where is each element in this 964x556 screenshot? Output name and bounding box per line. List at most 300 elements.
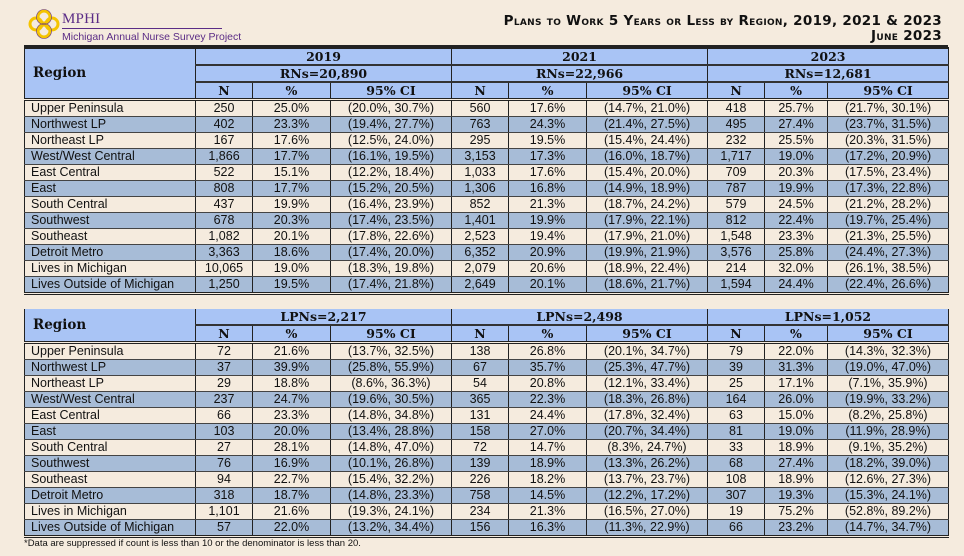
table-row	[25, 376, 949, 392]
n-2023-cell: 232	[708, 133, 765, 149]
pct-2023-cell: 22.0%	[765, 343, 828, 360]
region-cell: Detroit Metro	[25, 488, 196, 504]
ci-2023-cell: (26.1%, 38.5%)	[828, 261, 949, 277]
pct-2021-cell: 27.0%	[509, 424, 587, 440]
pct-2021-cell: 16.3%	[509, 520, 587, 537]
pct-2023-cell: 18.9%	[765, 472, 828, 488]
region-cell: Southeast	[25, 472, 196, 488]
n-2019-cell: 237	[196, 392, 253, 408]
lpn-total-row	[25, 309, 949, 325]
n-2021-cell: 2,523	[452, 229, 509, 245]
region-cell: Southeast	[25, 229, 196, 245]
n-2023-cell: 495	[708, 117, 765, 133]
ci-2023-cell: (17.3%, 22.8%)	[828, 181, 949, 197]
pct-2021-cell: 24.4%	[509, 408, 587, 424]
n-2019-cell: 27	[196, 440, 253, 456]
n-2023-cell: 81	[708, 424, 765, 440]
region-cell: South Central	[25, 197, 196, 213]
col-ci: 95% CI	[331, 325, 452, 343]
n-2023-cell: 108	[708, 472, 765, 488]
table-row	[25, 408, 949, 424]
ci-2023-cell: (18.2%, 39.0%)	[828, 456, 949, 472]
ci-2019-cell: (25.8%, 55.9%)	[331, 360, 452, 376]
n-2023-cell: 68	[708, 456, 765, 472]
n-2023-cell: 33	[708, 440, 765, 456]
pct-2019-cell: 18.6%	[253, 245, 331, 261]
ci-2019-cell: (14.8%, 23.3%)	[331, 488, 452, 504]
pct-2019-cell: 17.7%	[253, 181, 331, 197]
ci-2019-cell: (12.5%, 24.0%)	[331, 133, 452, 149]
col-pct: %	[509, 325, 587, 343]
celtic-knot-icon	[28, 9, 60, 39]
ci-2021-cell: (19.9%, 21.9%)	[587, 245, 708, 261]
n-2019-cell: 167	[196, 133, 253, 149]
n-2019-cell: 103	[196, 424, 253, 440]
ci-2021-cell: (13.3%, 26.2%)	[587, 456, 708, 472]
ci-2019-cell: (17.4%, 21.8%)	[331, 277, 452, 294]
table-row	[25, 100, 949, 117]
n-2023-cell: 164	[708, 392, 765, 408]
table-row	[25, 343, 949, 360]
region-header: Region	[25, 309, 196, 343]
pct-2019-cell: 17.7%	[253, 149, 331, 165]
pct-2023-cell: 24.4%	[765, 277, 828, 294]
n-2019-cell: 402	[196, 117, 253, 133]
region-cell: Upper Peninsula	[25, 343, 196, 360]
pct-2021-cell: 14.5%	[509, 488, 587, 504]
pct-2019-cell: 28.1%	[253, 440, 331, 456]
pct-2023-cell: 19.0%	[765, 424, 828, 440]
year-2023-header: 2023	[708, 48, 949, 65]
table-row	[25, 472, 949, 488]
logo-subtitle: Michigan Annual Nurse Survey Project	[62, 31, 242, 43]
n-2019-cell: 29	[196, 376, 253, 392]
table-row	[25, 504, 949, 520]
n-2021-cell: 234	[452, 504, 509, 520]
region-cell: Southwest	[25, 456, 196, 472]
pct-2021-cell: 19.9%	[509, 213, 587, 229]
ci-2021-cell: (8.3%, 24.7%)	[587, 440, 708, 456]
pct-2019-cell: 19.5%	[253, 277, 331, 294]
n-2021-cell: 6,352	[452, 245, 509, 261]
table-row	[25, 149, 949, 165]
year-2019-header: 2019	[196, 48, 452, 65]
ci-2023-cell: (21.2%, 28.2%)	[828, 197, 949, 213]
lpn-total-2023: LPNs=1,052	[708, 309, 949, 325]
pct-2019-cell: 39.9%	[253, 360, 331, 376]
n-2019-cell: 3,363	[196, 245, 253, 261]
pct-2023-cell: 24.5%	[765, 197, 828, 213]
col-ci: 95% CI	[331, 82, 452, 100]
rn-total-2023: RNs=12,681	[708, 65, 949, 82]
n-2021-cell: 156	[452, 520, 509, 537]
logo-name: MPHI	[62, 11, 101, 27]
n-2019-cell: 318	[196, 488, 253, 504]
n-2021-cell: 226	[452, 472, 509, 488]
col-n: N	[196, 82, 253, 100]
table-row	[25, 165, 949, 181]
n-2021-cell: 1,401	[452, 213, 509, 229]
ci-2019-cell: (17.8%, 22.6%)	[331, 229, 452, 245]
ci-2019-cell: (16.4%, 23.9%)	[331, 197, 452, 213]
region-header: Region	[25, 48, 196, 100]
ci-2021-cell: (12.1%, 33.4%)	[587, 376, 708, 392]
pct-2021-cell: 19.5%	[509, 133, 587, 149]
n-2023-cell: 3,576	[708, 245, 765, 261]
ci-2019-cell: (10.1%, 26.8%)	[331, 456, 452, 472]
pct-2019-cell: 24.7%	[253, 392, 331, 408]
n-2021-cell: 295	[452, 133, 509, 149]
table-row	[25, 488, 949, 504]
pct-2021-cell: 16.8%	[509, 181, 587, 197]
ci-2023-cell: (24.4%, 27.3%)	[828, 245, 949, 261]
ci-2023-cell: (11.9%, 28.9%)	[828, 424, 949, 440]
ci-2019-cell: (17.4%, 23.5%)	[331, 213, 452, 229]
n-2019-cell: 66	[196, 408, 253, 424]
pct-2021-cell: 18.2%	[509, 472, 587, 488]
pct-2023-cell: 26.0%	[765, 392, 828, 408]
region-cell: West/West Central	[25, 149, 196, 165]
n-2021-cell: 138	[452, 343, 509, 360]
n-2019-cell: 10,065	[196, 261, 253, 277]
n-2021-cell: 758	[452, 488, 509, 504]
table-row	[25, 392, 949, 408]
n-2021-cell: 1,033	[452, 165, 509, 181]
n-2023-cell: 25	[708, 376, 765, 392]
pct-2019-cell: 22.7%	[253, 472, 331, 488]
region-cell: East	[25, 181, 196, 197]
ci-2019-cell: (15.2%, 20.5%)	[331, 181, 452, 197]
ci-2023-cell: (21.7%, 30.1%)	[828, 100, 949, 117]
n-2023-cell: 1,717	[708, 149, 765, 165]
col-n: N	[196, 325, 253, 343]
ci-2023-cell: (23.7%, 31.5%)	[828, 117, 949, 133]
ci-2019-cell: (19.6%, 30.5%)	[331, 392, 452, 408]
pct-2019-cell: 20.3%	[253, 213, 331, 229]
pct-2023-cell: 22.4%	[765, 213, 828, 229]
col-n: N	[708, 82, 765, 100]
ci-2021-cell: (18.7%, 24.2%)	[587, 197, 708, 213]
n-2019-cell: 250	[196, 100, 253, 117]
n-2023-cell: 66	[708, 520, 765, 537]
n-2019-cell: 94	[196, 472, 253, 488]
ci-2021-cell: (18.9%, 22.4%)	[587, 261, 708, 277]
ci-2019-cell: (19.3%, 24.1%)	[331, 504, 452, 520]
region-cell: East	[25, 424, 196, 440]
region-cell: Lives Outside of Michigan	[25, 277, 196, 294]
pct-2021-cell: 20.9%	[509, 245, 587, 261]
ci-2021-cell: (15.4%, 24.4%)	[587, 133, 708, 149]
ci-2023-cell: (19.0%, 47.0%)	[828, 360, 949, 376]
pct-2019-cell: 20.1%	[253, 229, 331, 245]
pct-2021-cell: 20.6%	[509, 261, 587, 277]
pct-2021-cell: 21.3%	[509, 197, 587, 213]
n-2019-cell: 1,082	[196, 229, 253, 245]
ci-2021-cell: (21.4%, 27.5%)	[587, 117, 708, 133]
ci-2023-cell: (20.3%, 31.5%)	[828, 133, 949, 149]
region-cell: Detroit Metro	[25, 245, 196, 261]
pct-2019-cell: 19.0%	[253, 261, 331, 277]
ci-2023-cell: (19.9%, 33.2%)	[828, 392, 949, 408]
table-row	[25, 520, 949, 537]
pct-2021-cell: 14.7%	[509, 440, 587, 456]
region-cell: West/West Central	[25, 392, 196, 408]
n-2021-cell: 3,153	[452, 149, 509, 165]
pct-2023-cell: 19.3%	[765, 488, 828, 504]
logo-underline	[62, 28, 222, 29]
ci-2023-cell: (52.8%, 89.2%)	[828, 504, 949, 520]
ci-2021-cell: (14.9%, 18.9%)	[587, 181, 708, 197]
n-2023-cell: 63	[708, 408, 765, 424]
col-ci: 95% CI	[828, 325, 949, 343]
ci-2023-cell: (19.7%, 25.4%)	[828, 213, 949, 229]
pct-2023-cell: 75.2%	[765, 504, 828, 520]
table-row	[25, 424, 949, 440]
ci-2019-cell: (13.2%, 34.4%)	[331, 520, 452, 537]
n-2019-cell: 76	[196, 456, 253, 472]
ci-2023-cell: (7.1%, 35.9%)	[828, 376, 949, 392]
pct-2019-cell: 21.6%	[253, 343, 331, 360]
region-cell: Northeast LP	[25, 133, 196, 149]
n-2019-cell: 437	[196, 197, 253, 213]
ci-2021-cell: (11.3%, 22.9%)	[587, 520, 708, 537]
table-row	[25, 440, 949, 456]
ci-2021-cell: (12.2%, 17.2%)	[587, 488, 708, 504]
ci-2019-cell: (15.4%, 32.2%)	[331, 472, 452, 488]
region-cell: Northwest LP	[25, 360, 196, 376]
ci-2019-cell: (20.0%, 30.7%)	[331, 100, 452, 117]
n-2021-cell: 763	[452, 117, 509, 133]
region-cell: South Central	[25, 440, 196, 456]
ci-2019-cell: (19.4%, 27.7%)	[331, 117, 452, 133]
pct-2019-cell: 23.3%	[253, 117, 331, 133]
n-2021-cell: 365	[452, 392, 509, 408]
ci-2023-cell: (8.2%, 25.8%)	[828, 408, 949, 424]
ci-2021-cell: (20.1%, 34.7%)	[587, 343, 708, 360]
year-header-row	[25, 48, 949, 65]
region-cell: East Central	[25, 165, 196, 181]
col-n: N	[452, 325, 509, 343]
ci-2019-cell: (14.8%, 47.0%)	[331, 440, 452, 456]
pct-2023-cell: 25.5%	[765, 133, 828, 149]
year-2021-header: 2021	[452, 48, 708, 65]
ci-2023-cell: (17.2%, 20.9%)	[828, 149, 949, 165]
pct-2021-cell: 17.6%	[509, 100, 587, 117]
n-2021-cell: 139	[452, 456, 509, 472]
n-2021-cell: 2,649	[452, 277, 509, 294]
pct-2019-cell: 22.0%	[253, 520, 331, 537]
region-cell: Lives in Michigan	[25, 261, 196, 277]
col-pct: %	[253, 82, 331, 100]
pct-2019-cell: 25.0%	[253, 100, 331, 117]
ci-2023-cell: (22.4%, 26.6%)	[828, 277, 949, 294]
pct-2021-cell: 17.3%	[509, 149, 587, 165]
pct-2021-cell: 21.3%	[509, 504, 587, 520]
pct-2019-cell: 16.9%	[253, 456, 331, 472]
n-2023-cell: 307	[708, 488, 765, 504]
n-2023-cell: 787	[708, 181, 765, 197]
pct-2023-cell: 19.0%	[765, 149, 828, 165]
pct-2023-cell: 17.1%	[765, 376, 828, 392]
region-cell: East Central	[25, 408, 196, 424]
table-row	[25, 181, 949, 197]
col-ci: 95% CI	[587, 325, 708, 343]
region-cell: Lives Outside of Michigan	[25, 520, 196, 537]
n-2019-cell: 1,101	[196, 504, 253, 520]
ci-2021-cell: (14.7%, 21.0%)	[587, 100, 708, 117]
ci-2019-cell: (13.4%, 28.8%)	[331, 424, 452, 440]
pct-2023-cell: 20.3%	[765, 165, 828, 181]
pct-2023-cell: 27.4%	[765, 117, 828, 133]
pct-2019-cell: 18.8%	[253, 376, 331, 392]
table-row	[25, 277, 949, 294]
pct-2019-cell: 15.1%	[253, 165, 331, 181]
n-2023-cell: 214	[708, 261, 765, 277]
ci-2021-cell: (16.0%, 18.7%)	[587, 149, 708, 165]
n-2019-cell: 808	[196, 181, 253, 197]
ci-2021-cell: (16.5%, 27.0%)	[587, 504, 708, 520]
n-2023-cell: 579	[708, 197, 765, 213]
report-date: June 2023	[871, 28, 942, 44]
n-2019-cell: 522	[196, 165, 253, 181]
col-pct: %	[509, 82, 587, 100]
region-cell: Upper Peninsula	[25, 100, 196, 117]
rn-table	[24, 47, 949, 295]
n-2023-cell: 1,548	[708, 229, 765, 245]
ci-2021-cell: (20.7%, 34.4%)	[587, 424, 708, 440]
region-cell: Northeast LP	[25, 376, 196, 392]
ci-2023-cell: (12.6%, 27.3%)	[828, 472, 949, 488]
n-2021-cell: 54	[452, 376, 509, 392]
table-row	[25, 261, 949, 277]
ci-2023-cell: (14.7%, 34.7%)	[828, 520, 949, 537]
footnote: *Data are suppressed if count is less than 10 or the denominator is less than 20.	[24, 538, 361, 549]
pct-2021-cell: 17.6%	[509, 165, 587, 181]
pct-2021-cell: 20.1%	[509, 277, 587, 294]
table-row	[25, 360, 949, 376]
report-title-block	[504, 14, 942, 44]
n-2019-cell: 1,866	[196, 149, 253, 165]
ci-2023-cell: (15.3%, 24.1%)	[828, 488, 949, 504]
pct-2019-cell: 20.0%	[253, 424, 331, 440]
ci-2021-cell: (17.9%, 21.0%)	[587, 229, 708, 245]
n-2021-cell: 560	[452, 100, 509, 117]
ci-2021-cell: (13.7%, 23.7%)	[587, 472, 708, 488]
pct-2023-cell: 25.8%	[765, 245, 828, 261]
pct-2019-cell: 19.9%	[253, 197, 331, 213]
pct-2023-cell: 25.7%	[765, 100, 828, 117]
ci-2023-cell: (21.3%, 25.5%)	[828, 229, 949, 245]
pct-2021-cell: 19.4%	[509, 229, 587, 245]
pct-2021-cell: 22.3%	[509, 392, 587, 408]
n-2023-cell: 19	[708, 504, 765, 520]
region-cell: Northwest LP	[25, 117, 196, 133]
n-2021-cell: 158	[452, 424, 509, 440]
pct-2023-cell: 32.0%	[765, 261, 828, 277]
pct-2021-cell: 26.8%	[509, 343, 587, 360]
table-row	[25, 117, 949, 133]
pct-2019-cell: 23.3%	[253, 408, 331, 424]
n-2019-cell: 1,250	[196, 277, 253, 294]
n-2021-cell: 2,079	[452, 261, 509, 277]
pct-2023-cell: 23.3%	[765, 229, 828, 245]
ci-2019-cell: (18.3%, 19.8%)	[331, 261, 452, 277]
n-2023-cell: 1,594	[708, 277, 765, 294]
pct-2021-cell: 24.3%	[509, 117, 587, 133]
ci-2023-cell: (9.1%, 35.2%)	[828, 440, 949, 456]
ci-2021-cell: (17.8%, 32.4%)	[587, 408, 708, 424]
col-ci: 95% CI	[587, 82, 708, 100]
pct-2023-cell: 31.3%	[765, 360, 828, 376]
rn-total-2021: RNs=22,966	[452, 65, 708, 82]
n-2019-cell: 57	[196, 520, 253, 537]
ci-2019-cell: (12.2%, 18.4%)	[331, 165, 452, 181]
pct-2023-cell: 23.2%	[765, 520, 828, 537]
ci-2019-cell: (16.1%, 19.5%)	[331, 149, 452, 165]
pct-2021-cell: 20.8%	[509, 376, 587, 392]
ci-2021-cell: (18.3%, 26.8%)	[587, 392, 708, 408]
lpn-total-2019: LPNs=2,217	[196, 309, 452, 325]
pct-2021-cell: 35.7%	[509, 360, 587, 376]
lpn-table	[24, 309, 949, 538]
n-2021-cell: 852	[452, 197, 509, 213]
ci-2019-cell: (8.6%, 36.3%)	[331, 376, 452, 392]
ci-2023-cell: (14.3%, 32.3%)	[828, 343, 949, 360]
region-cell: Southwest	[25, 213, 196, 229]
n-2023-cell: 418	[708, 100, 765, 117]
col-n: N	[452, 82, 509, 100]
col-pct: %	[253, 325, 331, 343]
rn-total-2019: RNs=20,890	[196, 65, 452, 82]
n-2021-cell: 1,306	[452, 181, 509, 197]
pct-2023-cell: 15.0%	[765, 408, 828, 424]
n-2019-cell: 678	[196, 213, 253, 229]
n-2019-cell: 37	[196, 360, 253, 376]
n-2023-cell: 709	[708, 165, 765, 181]
table-row	[25, 456, 949, 472]
region-cell: Lives in Michigan	[25, 504, 196, 520]
pct-2023-cell: 18.9%	[765, 440, 828, 456]
n-2023-cell: 39	[708, 360, 765, 376]
ci-2021-cell: (15.4%, 20.0%)	[587, 165, 708, 181]
ci-2021-cell: (17.9%, 22.1%)	[587, 213, 708, 229]
col-n: N	[708, 325, 765, 343]
pct-2023-cell: 27.4%	[765, 456, 828, 472]
n-2023-cell: 79	[708, 343, 765, 360]
table-row	[25, 133, 949, 149]
n-2021-cell: 72	[452, 440, 509, 456]
ci-2023-cell: (17.5%, 23.4%)	[828, 165, 949, 181]
n-2023-cell: 812	[708, 213, 765, 229]
pct-2021-cell: 18.9%	[509, 456, 587, 472]
n-2021-cell: 67	[452, 360, 509, 376]
report-title: Plans to Work 5 Years or Less by Region, 2019, 2021 & 2023	[503, 13, 942, 29]
col-pct: %	[765, 82, 828, 100]
pct-2023-cell: 19.9%	[765, 181, 828, 197]
ci-2019-cell: (14.8%, 34.8%)	[331, 408, 452, 424]
table-row	[25, 229, 949, 245]
col-ci: 95% CI	[828, 82, 949, 100]
table-row	[25, 197, 949, 213]
mphi-logo	[28, 9, 258, 45]
table-row	[25, 245, 949, 261]
ci-2019-cell: (17.4%, 20.0%)	[331, 245, 452, 261]
n-2021-cell: 131	[452, 408, 509, 424]
n-2019-cell: 72	[196, 343, 253, 360]
ci-2019-cell: (13.7%, 32.5%)	[331, 343, 452, 360]
ci-2021-cell: (25.3%, 47.7%)	[587, 360, 708, 376]
pct-2019-cell: 18.7%	[253, 488, 331, 504]
